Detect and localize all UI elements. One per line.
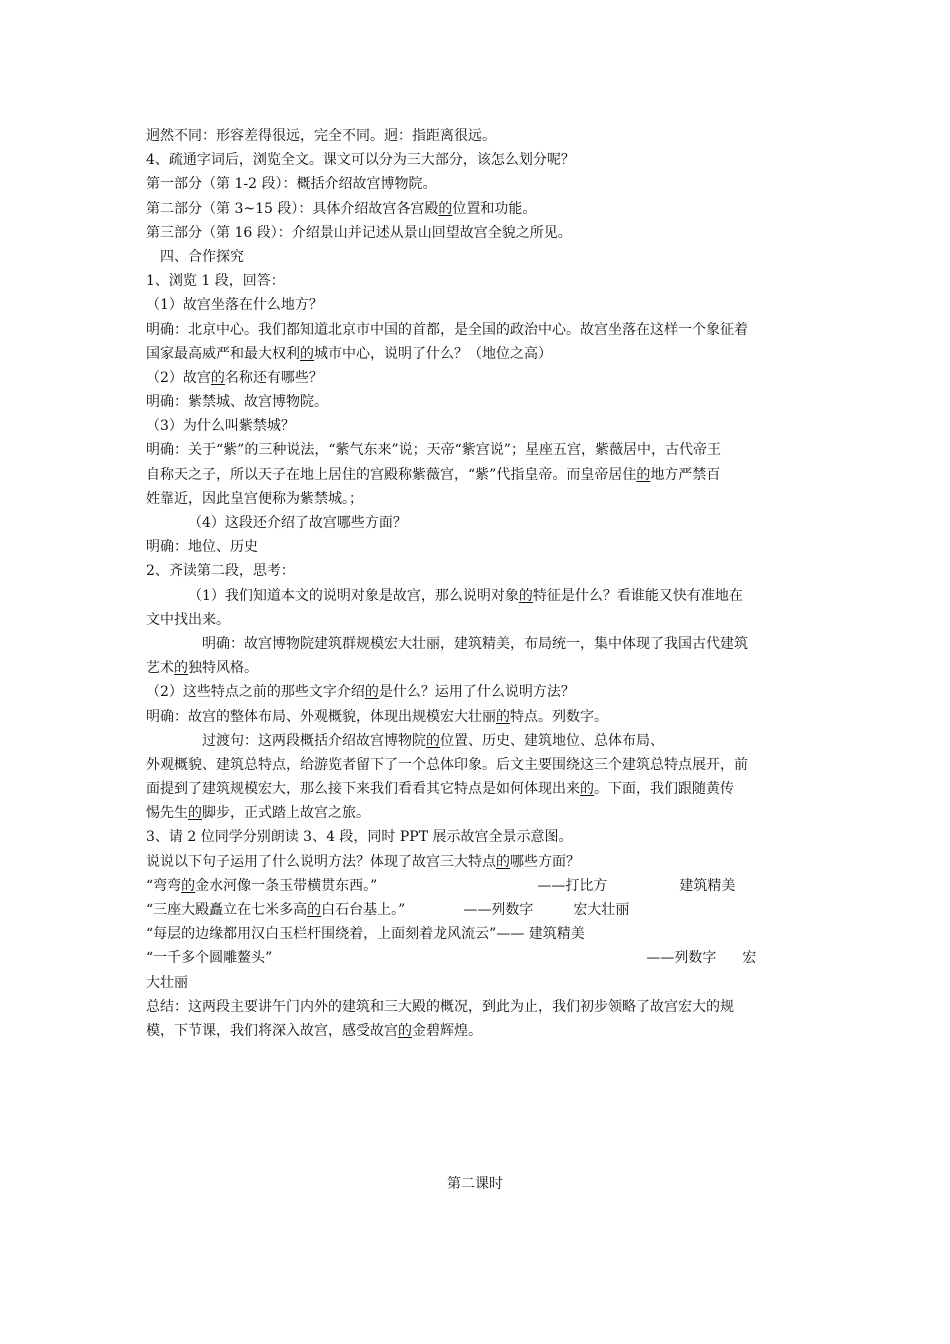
- text-line: 姓靠近，因此皇宫便称为紫禁城。；: [146, 490, 363, 507]
- text-line: 外观概貌、建筑总特点，给游览者留下了一个总体印象。后文主要围绕这三个建筑总特点展开，前: [146, 756, 748, 773]
- text-line: 明确：紫禁城、故宫博物院。: [146, 394, 328, 411]
- text-line: 1、浏览 1 段，回答：: [146, 273, 285, 290]
- text-line: 说说以下句子运用了什么说明方法？体现了故宫三大特点的哪些方面？: [146, 853, 580, 870]
- quote-line: “弯弯的金水河像一条玉带横贯东西。” ——打比方 建筑精美: [146, 877, 736, 894]
- text-line: （1）故宫坐落在什么地方？: [146, 297, 323, 314]
- text-line: 明确：关于“紫”的三种说法，“紫气东来”说；天帝“紫宫说”；星座五宫，紫薇居中，古代帝王: [146, 442, 721, 459]
- text-line: （3）为什么叫紫禁城？: [146, 418, 295, 435]
- text-line: 过渡句：这两段概括介绍故宫博物院的位置、历史、建筑地位、总体布局、: [202, 732, 664, 749]
- text-line: 第三部分（第 16 段）：介绍景山并记述从景山回望故宫全貌之所见。: [146, 224, 572, 241]
- text-line: 明确：故宫博物院建筑群规模宏大壮丽，建筑精美，布局统一，集中体现了我国古代建筑: [202, 635, 748, 652]
- document-body: [146, 124, 811, 1043]
- text-line: 总结：这两段主要讲午门内外的建筑和三大殿的概况，到此为止，我们初步领略了故宫宏大的规: [146, 998, 734, 1015]
- text-line: （2）这些特点之前的那些文字介绍的是什么？运用了什么说明方法？: [146, 684, 575, 701]
- text-line: 国家最高威严和最大权利的城市中心，说明了什么？（地位之高）: [146, 345, 552, 362]
- text-line: 大壮丽: [146, 974, 188, 991]
- text-line: 文中找出来。: [146, 611, 230, 628]
- text-line: 4、疏通字词后，浏览全文。课文可以分为三大部分，该怎么划分呢？: [146, 152, 575, 169]
- text-line: 惕先生的脚步，正式踏上故宫之旅。: [146, 805, 370, 822]
- text-line: 明确：北京中心。我们都知道北京市中国的首都，是全国的政治中心。故宫坐落在这样一个象征着: [146, 321, 748, 338]
- text-line: 第二部分（第 3~15 段）：具体介绍故宫各宫殿的位置和功能。: [146, 200, 537, 217]
- text-line: 3、请 2 位同学分别朗读 3、4 段，同时 PPT 展示故宫全景示意图。: [146, 829, 573, 846]
- text-line: 自称天之子，所以天子在地上居住的宫殿称紫薇宫，“紫”代指皇帝。而皇帝居住的地方严禁百: [146, 466, 721, 483]
- text-line: 艺术的独特风格。: [146, 660, 258, 677]
- text-line: 2、齐读第二段，思考：: [146, 563, 295, 580]
- text-line: （4）这段还介绍了故宫哪些方面？: [188, 515, 407, 531]
- text-line: 明确：故宫的整体布局、外观概貌，体现出规模宏大壮丽的特点。列数字。: [146, 708, 608, 725]
- text-line: 模，下节课，我们将深入故宫，感受故宫的金碧辉煌。: [146, 1022, 482, 1039]
- text-line: 明确：地位、历史: [146, 539, 258, 556]
- text-line: （1）我们知道本文的说明对象是故宫，那么说明对象的特征是什么？看谁能又快有准地在: [188, 587, 743, 604]
- lesson-title: 第二课时: [447, 1176, 503, 1192]
- text-line: 迥然不同：形容差得很远，完全不同。迥：指距离很远。: [146, 128, 496, 144]
- quote-line: “三座大殿矗立在七米多高的白石台基上。” ——列数字 宏大壮丽: [146, 902, 630, 918]
- text-line: 第一部分（第 1-2 段）：概括介绍故宫博物院。: [146, 176, 437, 193]
- quote-line: “每层的边缘都用汉白玉栏杆围绕着，上面刻着龙风流云”—— 建筑精美: [146, 926, 585, 943]
- text-line: （2）故宫的名称还有哪些？: [146, 369, 323, 386]
- text-line: 面提到了建筑规模宏大，那么接下来我们看看其它特点是如何体现出来的。下面，我们跟随黄传: [146, 781, 734, 798]
- section-heading: 四、合作探究: [160, 248, 244, 265]
- quote-line: “一千多个圆雕鳌头” ——列数字 宏: [146, 950, 757, 967]
